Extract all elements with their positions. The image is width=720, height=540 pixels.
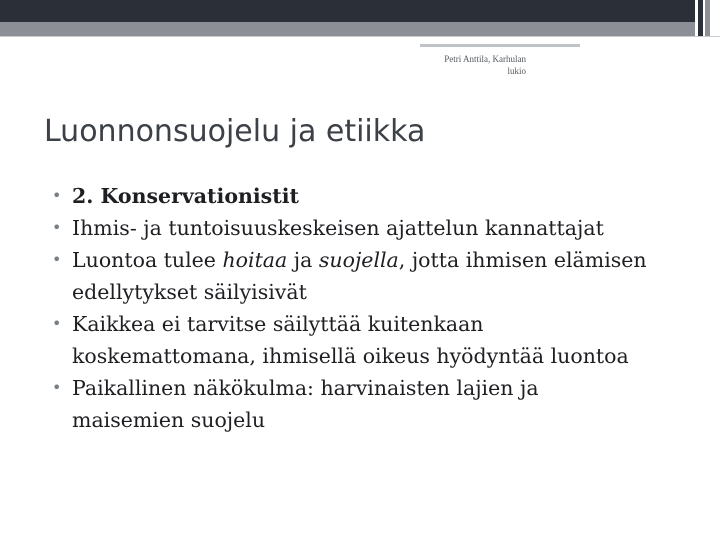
- bullet-icon: •: [52, 186, 62, 205]
- bullet-text: [72, 248, 647, 304]
- bullet-text: Kaikkea ei tarvitse säilyttää kuitenkaan koskemattomana, ihmisellä oikeus hyödyntää luontoa: [72, 312, 629, 368]
- bullet-list: [52, 180, 652, 436]
- slide-title: Luonnonsuojelu ja etiikka: [44, 114, 426, 149]
- corner-stripe-dark: [698, 0, 703, 36]
- author-line-1: Petri Anttila, Karhulan: [444, 54, 526, 64]
- bullet-text-part: Luontoa tulee: [72, 248, 223, 272]
- bullet-icon: •: [52, 314, 62, 333]
- header-bar-dark: [0, 0, 695, 22]
- bullet-item: [52, 308, 652, 372]
- bullet-text-emphasis: suojella: [318, 248, 399, 272]
- bullet-text-part: , jotta ihmisen elämisen edellytykset säilyisivät: [72, 248, 647, 304]
- bullet-item: [52, 180, 652, 212]
- bullet-text-part: ja: [287, 248, 319, 272]
- bullet-icon: •: [52, 250, 62, 269]
- accent-divider: [420, 44, 580, 47]
- author-credit: [444, 53, 526, 77]
- bullet-item: [52, 244, 652, 308]
- bullet-item: [52, 212, 652, 244]
- header-divider: [0, 36, 720, 37]
- bullet-text: Ihmis- ja tuntoisuuskeskeisen ajattelun kannattajat: [72, 216, 604, 240]
- bullet-icon: •: [52, 378, 62, 397]
- bullet-icon: •: [52, 218, 62, 237]
- bullet-text: Paikallinen näkökulma: harvinaisten lajien ja maisemien suojelu: [72, 376, 539, 432]
- author-line-2: lukio: [507, 66, 526, 76]
- bullet-text-emphasis: hoitaa: [222, 248, 288, 272]
- bullet-text: 2. Konservationistit: [72, 184, 299, 208]
- header-corner-decoration: [695, 0, 720, 36]
- header-bar-grey: [0, 22, 695, 36]
- corner-stripe-grey: [705, 0, 710, 36]
- bullet-item: [52, 372, 652, 436]
